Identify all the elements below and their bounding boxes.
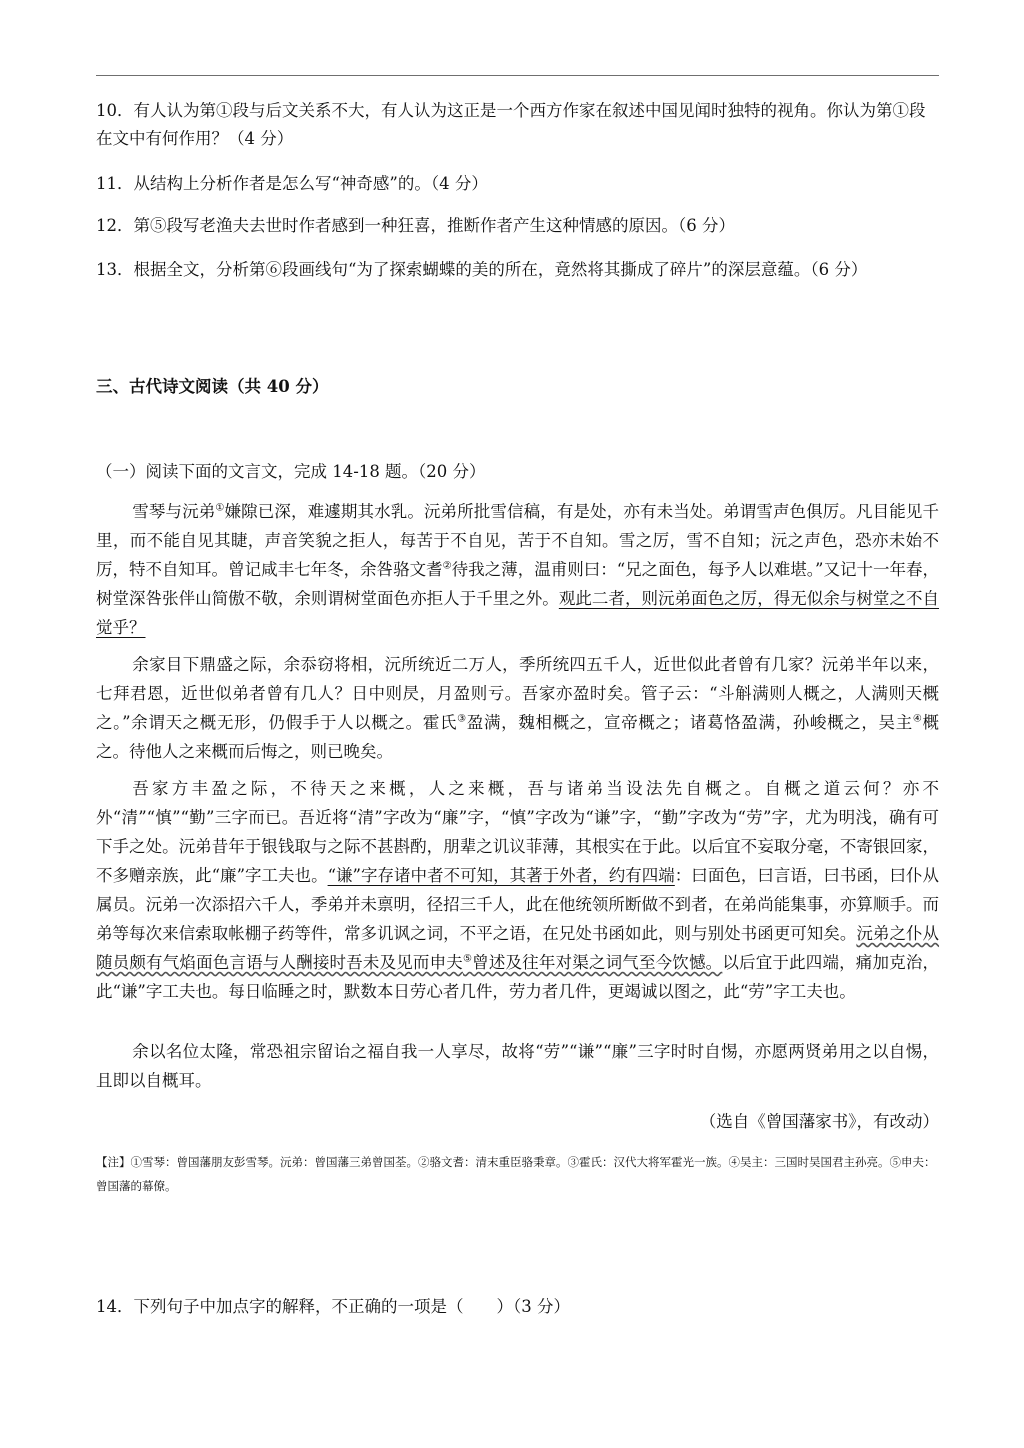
passage-paragraph-1: 雪琴与沅弟①嫌隙已深，难遽期其水乳。沅弟所批雪信稿，有是处，亦有未当处。弟谓雪声色俱厉。凡目能见千里，而不能自见其睫，声音笑貌之拒人，每苦于不自见，苦于不自知。雪之厉，雪不自知；沅之声色，恐亦未始不厉，特不自知耳。曾记咸丰七年冬，余咎骆文耆②待我之薄，温甫则曰：“兄之面色，每予人以难堪。”又记十一年春，树堂深咎张伴山简傲不敬，余则谓树堂面色亦拒人于千里之外。观此二者，则沅弟面色之厉，得无似余与树堂之不自觉乎？ [96, 502, 940, 637]
underlined-sentence-1: 观此二者，则沅弟面色之厉，得无似余与树堂之不自觉乎？ [96, 589, 940, 637]
passage-paragraph-2: 余家目下鼎盛之际，余忝窃将相，沅所统近二万人，季所统四五千人，近世似此者曾有几家？沅弟半年以来，七拜君恩，近世似弟者曾有几人？日中则昃，月盈则亏。吾家亦盈时矣。管子云：“斗斛满则人概之，人满则天概之。”余谓天之概无形，仍假手于人以概之。霍氏③盈满，魏相概之，宣帝概之；诸葛恪盈满，孙峻概之，吴主④概之。待他人之来概而后悔之，则已晚矣。 [96, 655, 940, 761]
note-mark-2: ② [442, 560, 452, 572]
subsection-title: （一）阅读下面的文言文，完成 14-18 题。（20 分） [96, 462, 486, 481]
question-13: 13．根据全文，分析第⑥段画线句“为了探索蝴蝶的美的所在，竟然将其撕成了碎片”的深层意蕴。（6 分） [96, 260, 868, 279]
source-citation: （选自《曾国藩家书》，有改动） [699, 1112, 939, 1131]
passage-paragraph-3: 吾家方丰盈之际，不待天之来概，人之来概，吾与诸弟当设法先自概之。自概之道云何？亦不外“清”“慎”“勤”三字而已。吾近将“清”字改为“廉”字，“慎”字改为“谦”字，“勤”字改为“劳”字，尤为明浅，确有可下手之处。沅弟昔年于银钱取与之际不甚斟酌，朋辈之讥议菲薄，其根实在于此。以后宜不妄取分毫，不寄银回家，不多赠亲族，此“廉”字工夫也。“谦”字存诸中者不可知，其著于外者，约有四端：曰面色，曰言语，曰书函，曰仆从属员。沅弟一次添招六千人，季弟并未禀明，径招三千人，此在他统领所断做不到者，在弟尚能集事，亦算顺手。而弟等每次来信索取帐棚子药等件，常多讥讽之词，不平之语，在兄处书函如此，则与别处书函更可知矣。沅弟之仆从随员颇有气焰面色言语与人酬接时吾未及见而申夫⑤曾述及往年对渠之词气至今饮憾。以后宜于此四端，痛加克治，此“谦”字工夫也。每日临睡之时，默数本日劳心者几件，劳力者几件，更竭诚以图之，此“劳”字工夫也。 [96, 779, 940, 1001]
passage-paragraph-4: 余以名位太隆，常恐祖宗留诒之福自我一人享尽，故将“劳”“谦”“廉”三字时时自惕，亦愿两贤弟用之以自惕，且即以自概耳。 [96, 1042, 939, 1090]
question-12: 12．第⑤段写老渔夫去世时作者感到一种狂喜，推断作者产生这种情感的原因。（6 分） [96, 216, 735, 235]
note-mark-4: ④ [912, 713, 923, 725]
underlined-sentence-2: “谦”字存诸中者不可知，其著于外者，约有四端 [327, 866, 675, 885]
question-14: 14．下列句子中加点字的解释，不正确的一项是（ ）（3 分） [96, 1297, 570, 1316]
wavy-underlined-sentence: 沅弟之仆从随员颇有气焰面色言语与人酬接时吾未及见而申夫⑤曾述及往年对渠之词气至今饮憾。 [96, 924, 940, 972]
section-title: 三、古代诗文阅读（共 40 分） [96, 377, 329, 396]
note-mark-1: ① [215, 502, 225, 514]
question-10: 10．有人认为第①段与后文关系不大，有人认为这正是一个西方作家在叙述中国见闻时独特的视角。你认为第①段在文中有何作用？（4 分） [96, 101, 926, 148]
annotation-notes: 【注】①雪琴：曾国藩朋友彭雪琴。沅弟：曾国藩三弟曾国荃。②骆文耆：清末重臣骆秉章。③霍氏：汉代大将军霍光一族。④吴主：三国时吴国君主孙亮。⑤申夫：曾国藩的幕僚。 [96, 1155, 936, 1193]
header-rule [96, 75, 939, 76]
note-mark-5: ⑤ [462, 953, 473, 965]
note-mark-3: ③ [457, 713, 467, 725]
question-11: 11．从结构上分析作者是怎么写“神奇感”的。（4 分） [96, 174, 488, 193]
